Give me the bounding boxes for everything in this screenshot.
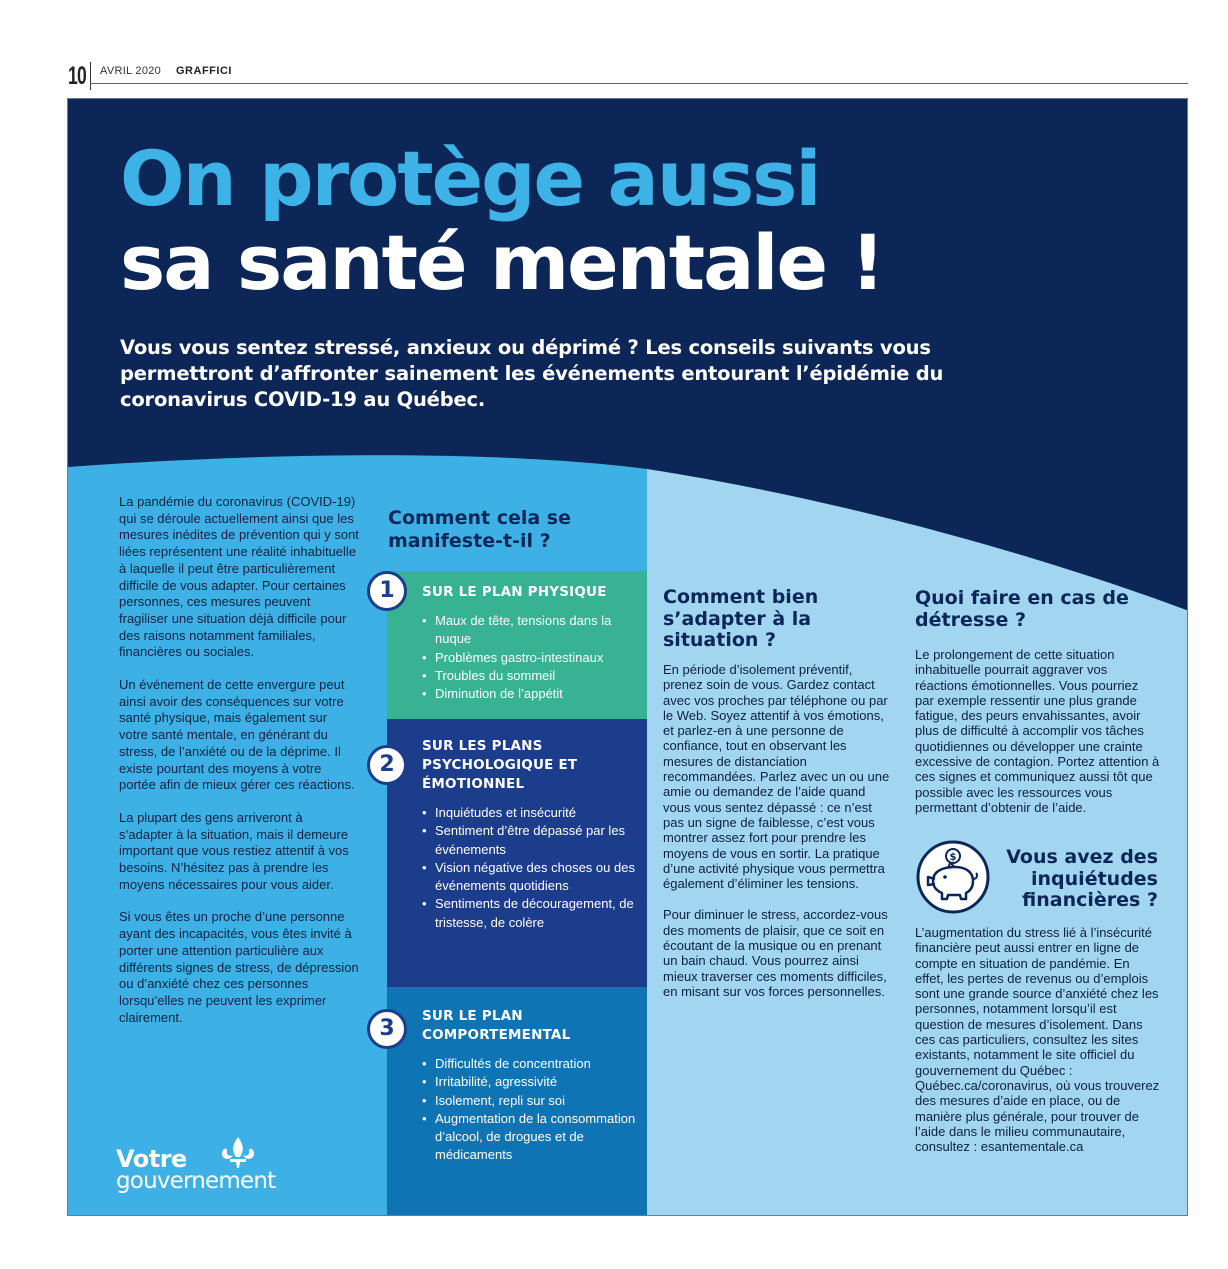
left-paragraph: La pandémie du coronavirus (COVID-19) qui se déroule actuellement ainsi que les mesures inédites de prévention qui y sont liées représentent une réalité inhabituelle à laquelle il peut être particulièrement difficile de vous adapter. Pour certaines personnes, ces mesures peuvent fragiliser une situation déjà difficile pour des raisons notamment familiales, financières ou sociales.: [119, 494, 359, 660]
financial-text: L’augmentation du stress lié à l’insécurité financière peut aussi entrer en ligne de compte en situation de pandémie. En effet, les pertes de revenus ou d’emplois sont une grande source d’anxiété chez les personnes, notamment lorsqu’il est question de mesures d’isolement. Dans ces cas particuliers, consultez les sites existants, notamment le site officiel du gouvernement du Québec : Québec.ca/coronavirus, où vous trouverez des mesures d’aide en place, ou de manière plus générale, pour trouver de l’aide dans le milieu communautaire, consultez : esantementale.ca: [915, 925, 1160, 1155]
poster: [67, 98, 1188, 1216]
section-physique: [387, 571, 647, 719]
number-badge-2: 2: [367, 745, 407, 785]
masthead-date: AVRIL 2020: [100, 65, 162, 77]
list-item: • Maux de tête, tensions dans la nuque: [422, 612, 647, 649]
headline-line1: On protège aussi: [120, 134, 820, 223]
list-item: • Inquiétudes et insécurité: [422, 804, 647, 822]
financial-title: Vous avez des inquiétudes financières ?: [1006, 846, 1158, 911]
number-badge-1: 1: [367, 571, 407, 611]
list-item: • Sentiments de découragement, de tristesse, de colère: [422, 895, 647, 932]
masthead-divider: [90, 62, 91, 90]
list-item: • Difficultés de concentration: [422, 1055, 647, 1073]
intro-text: Vous vous sentez stressé, anxieux ou déprimé ? Les conseils suivants vous permettront d’affronter sainement les événements entourant l’épidémie du coronavirus COVID-19 au Québec.: [120, 336, 944, 411]
symptom-list: [422, 804, 647, 932]
section-title: SUR LES PLANS PSYCHOLOGIQUE ET ÉMOTIONNEL: [422, 738, 578, 792]
section-comportemental: [387, 987, 647, 1216]
symptom-list: [422, 612, 647, 703]
manifest-title: Comment cela se manifeste-t-il ?: [388, 507, 571, 552]
left-column: [119, 494, 359, 1042]
adapt-paragraph: En période d’isolement préventif, prenez soin de vous. Gardez contact avec vos proches par téléphone ou par le Web. Soyez attentif à vos émotions, et parlez-en à une personne de confiance, tout en observant les mesures de distanciation recommandées. Parlez avec un ou une amie ou demandez de l’aide quand vous vous sentez dépassé : ce n’est pas un signe de faiblesse, c’est vous montrer assez fort pour prendre les moyens de vous en sortir. La pratique d’une activité physique vous permettra également d’éliminer les tensions.: [663, 662, 890, 892]
detresse-text: Le prolongement de cette situation inhabituelle pourrait aggraver vos réactions émotionnelles. Vous pourriez par exemple ressentir une plus grande fatigue, des peurs envahissantes, avoir plus de difficulté à accomplir vos tâches quotidiennes ou développer une crainte excessive de contagion. Portez attention à ces signes et communiquez aussi tôt que possible avec les ressources vous permettant d’obtenir de l’aide.: [915, 647, 1160, 815]
section-psychologique: [387, 719, 647, 987]
left-paragraph: La plupart des gens arriveront à s’adapter à la situation, mais il demeure important que vous restiez attentif à vos besoins. N’hésitez pas à prendre les moyens nécessaires pour vous aider.: [119, 809, 349, 892]
fleur-de-lis-icon: [218, 1135, 258, 1171]
list-item: • Isolement, repli sur soi: [422, 1092, 647, 1110]
detresse-title: Quoi faire en cas de détresse ?: [915, 587, 1129, 631]
number-badge-3: 3: [367, 1009, 407, 1049]
adapt-text: [663, 662, 893, 1015]
adapt-title: Comment bien s’adapter à la situation ?: [663, 586, 819, 651]
piggy-bank-icon: [915, 839, 991, 915]
list-item: • Sentiment d’être dépassé par les événements: [422, 822, 647, 859]
list-item: • Vision négative des choses ou des événements quotidiens: [422, 859, 647, 896]
svg-text:$: $: [949, 852, 957, 863]
adapt-paragraph: Pour diminuer le stress, accordez-vous des moments de plaisir, que ce soit en écoutant de la musique ou en prenant un bain chaud. Vous pourrez ainsi mieux traverser ces moments difficiles, en misant sur vos forces personnelles.: [663, 907, 888, 999]
section-title: SUR LE PLAN PHYSIQUE: [422, 584, 607, 600]
headline: [120, 134, 884, 307]
symptom-list: [422, 1055, 647, 1165]
list-item: • Diminution de l’appétit: [422, 685, 647, 703]
left-paragraph: Un événement de cette envergure peut ainsi avoir des conséquences sur votre santé physique, mais également sur votre santé mentale, en générant du stress, de l’anxiété ou de la déprime. Il existe pourtant des moyens à votre portée afin de mieux gérer ces réactions.: [119, 677, 355, 793]
headline-line2: sa santé mentale !: [120, 218, 884, 307]
section-title: SUR LE PLAN COMPORTEMENTAL: [422, 1008, 571, 1043]
page-number: 10: [68, 62, 87, 90]
publication-name: GRAFFICI: [176, 65, 232, 77]
list-item: • Troubles du sommeil: [422, 667, 647, 685]
list-item: • Problèmes gastro-intestinaux: [422, 649, 647, 667]
list-item: • Irritabilité, agressivité: [422, 1073, 647, 1091]
logo-line2: gouvernement: [116, 1168, 276, 1194]
government-logo: [116, 1135, 326, 1197]
logo-line1: Votre: [116, 1145, 187, 1173]
left-paragraph: Si vous êtes un proche d’une personne ayant des incapacités, vous êtes invité à porter une attention particulière aux différents signes de stress, de dépression ou d’anxiété chez ces personnes lorsqu’elles ne peuvent les exprimer clairement.: [119, 909, 359, 1025]
list-item: • Augmentation de la consommation d’alcool, de drogues et de médicaments: [422, 1110, 647, 1165]
masthead-rule: [90, 83, 1188, 84]
masthead: [68, 60, 1188, 94]
